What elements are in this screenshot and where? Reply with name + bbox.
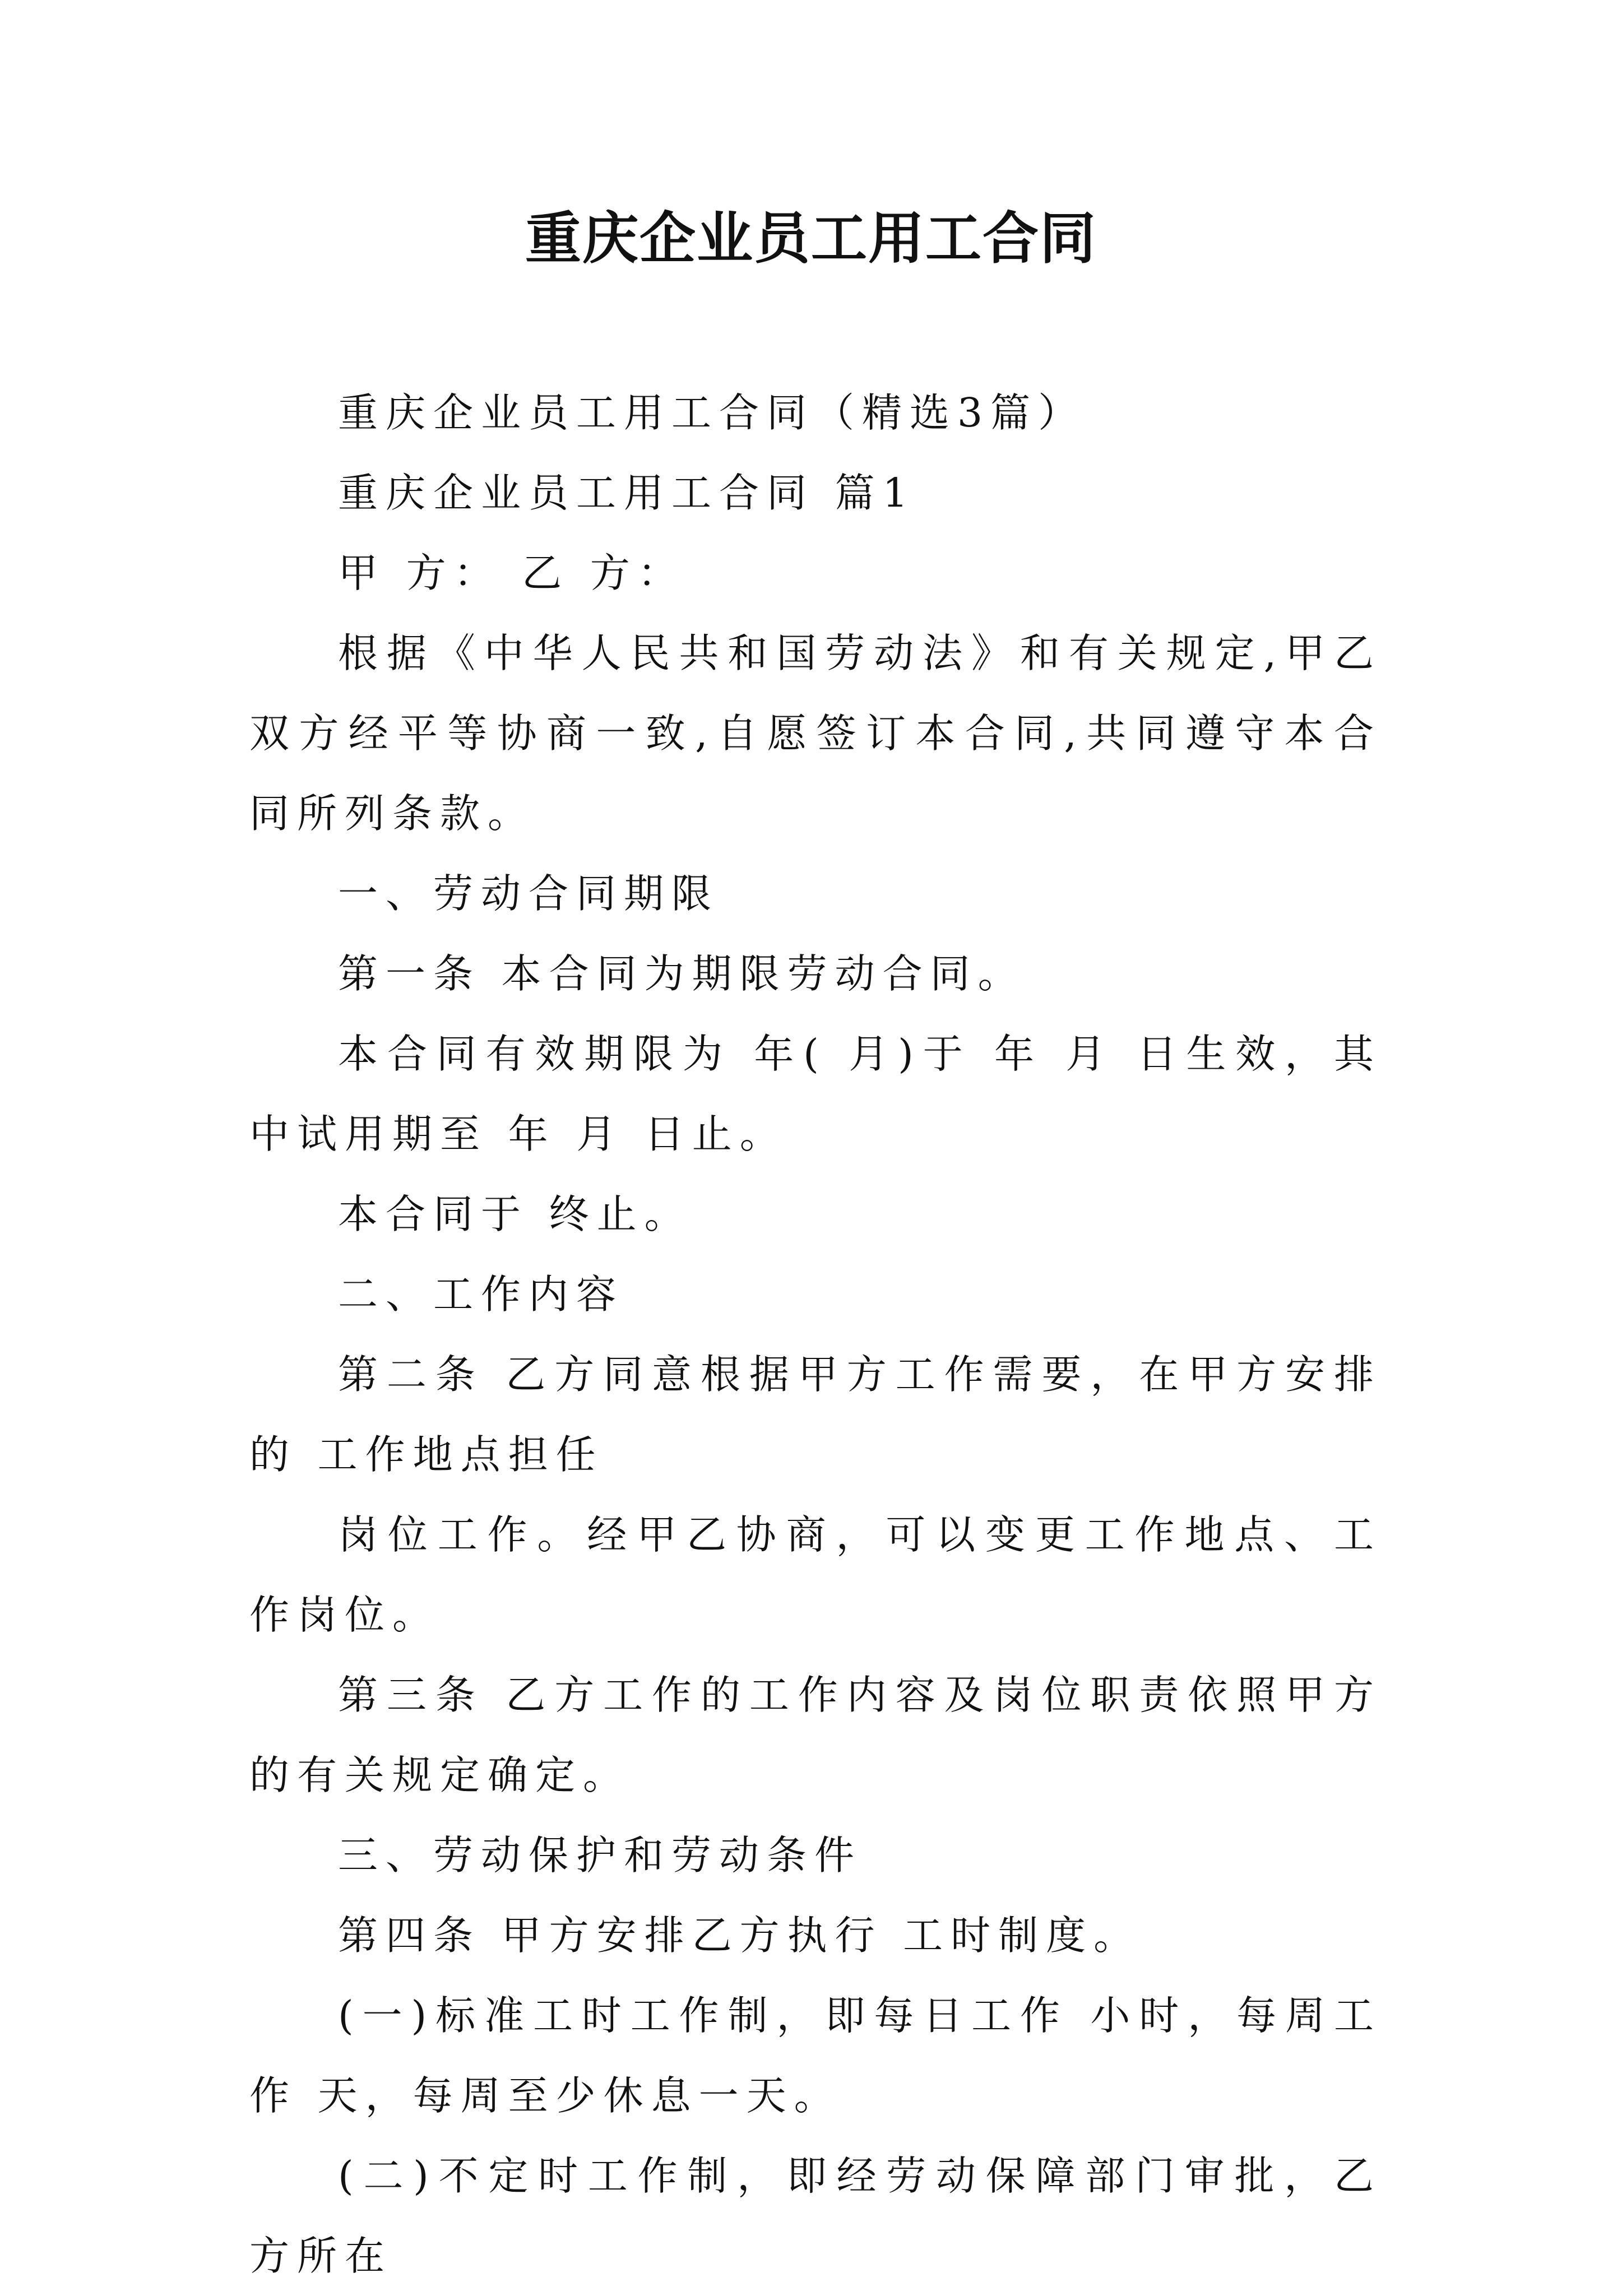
section-heading-work-content: 二、工作内容 [338, 1271, 624, 1318]
section-heading-contract-term: 一、劳动合同期限 [338, 870, 720, 917]
article-4: 第四条 甲方安排乙方执行 工时制度。 [338, 1912, 1142, 1959]
article-3: 第三条 乙方工作的工作内容及岗位职责依照甲方的有关规定确定。 [249, 1672, 1382, 1798]
document-title: 重庆企业员工用工合同 [525, 205, 1097, 271]
paragraph-termination: 本合同于 终止。 [338, 1191, 692, 1237]
paragraph-parties: 甲 方： 乙 方： [338, 550, 685, 596]
paragraph-part-heading: 重庆企业员工用工合同 篇1 [338, 470, 916, 516]
article-2: 第二条 乙方同意根据甲方工作需要，在甲方安排的 工作地点担任 [249, 1351, 1382, 1478]
paragraph-collection-title: 重庆企业员工用工合同（精选3篇） [338, 389, 1086, 436]
paragraph-validity-period: 本合同有效期限为 年( 月)于 年 月 日生效，其中试用期至 年 月 日止。 [249, 1031, 1382, 1157]
clause-standard-hours: (一)标准工时工作制，即每日工作 小时，每周工作 天，每周至少休息一天。 [249, 1992, 1382, 2119]
document-body [249, 373, 1382, 2296]
section-heading-labor-protection: 三、劳动保护和劳动条件 [338, 1832, 863, 1878]
paragraph-preamble: 根据《中华人民共和国劳动法》和有关规定,甲乙双方经平等协商一致,自愿签订本合同,共同遵守本合同所列条款。 [249, 630, 1382, 837]
article-1: 第一条 本合同为期限劳动合同。 [338, 950, 1026, 997]
paragraph-position-change: 岗位工作。经甲乙协商，可以变更工作地点、工作岗位。 [249, 1511, 1382, 1638]
clause-flexible-hours: (二)不定时工作制，即经劳动保障部门审批，乙方所在 [249, 2153, 1382, 2279]
